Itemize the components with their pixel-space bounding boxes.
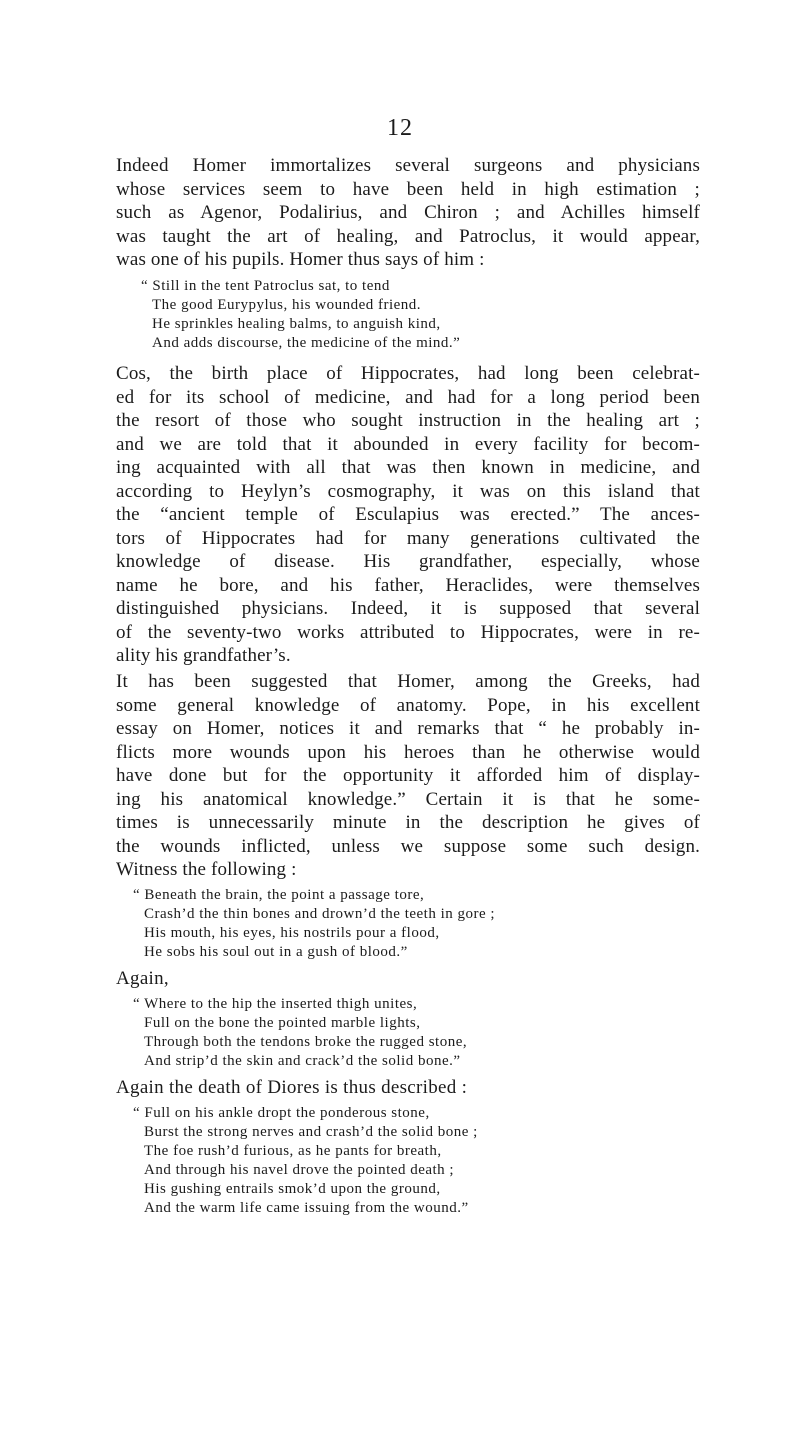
text-line: some general knowledge of anatomy. Pope, in his excellent	[116, 694, 700, 716]
text-line: ing acquainted with all that was then known in medicine, and	[116, 457, 700, 478]
verse-line: “ Where to the hip the inserted thigh unites,	[133, 996, 418, 1012]
verse-line: And through his navel drove the pointed death ;	[144, 1162, 455, 1178]
text-line: ed for its school of medicine, and had for a long period been	[116, 386, 700, 408]
again-label: Again,	[116, 968, 169, 989]
verse-beneath-brain	[133, 886, 495, 962]
verse-line: The foe rush’d furious, as he pants for breath,	[144, 1143, 442, 1159]
text-line: and we are told that it abounded in every facility for becom-	[116, 433, 700, 455]
verse-line: The good Eurypylus, his wounded friend.	[152, 297, 422, 313]
text-line: ing his anatomical knowledge.” Certain it is that he some-	[116, 788, 700, 810]
verse-line: And the warm life came issuing from the wound.”	[144, 1200, 469, 1216]
text-line: tors of Hippocrates had for many generations cultivated the	[116, 527, 700, 549]
verse-line: Burst the strong nerves and crash’d the solid bone ;	[144, 1124, 478, 1140]
verse-line: Crash’d the thin bones and drown’d the teeth in gore ;	[144, 906, 496, 922]
text-line: have done but for the opportunity it afforded him of display-	[116, 765, 700, 786]
paragraph-homer-surgeons	[116, 154, 700, 272]
text-line: Cos, the birth place of Hippocrates, had long been celebrat-	[116, 363, 700, 384]
diores-intro: Again the death of Diores is thus described :	[116, 1077, 468, 1098]
text-line: according to Heylyn’s cosmography, it was on this island that	[116, 480, 700, 502]
text-line: the “ancient temple of Esculapius was erected.” The ances-	[116, 504, 700, 525]
verse-line: Full on the bone the pointed marble lights,	[144, 1015, 421, 1031]
verse-patroclus	[141, 277, 460, 353]
paragraph-anatomy	[116, 670, 700, 882]
text-line: flicts more wounds upon his heroes than he otherwise would	[116, 741, 700, 763]
text-line: was taught the art of healing, and Patroclus, it would appear,	[116, 225, 700, 247]
text-line: essay on Homer, notices it and remarks that “ he probably in-	[116, 718, 700, 739]
verse-line: “ Full on his ankle dropt the ponderous stone,	[133, 1105, 430, 1121]
verse-line: He sprinkles healing balms, to anguish kind,	[152, 316, 441, 332]
verse-line: “ Beneath the brain, the point a passage tore,	[133, 887, 425, 903]
text-line: the wounds inflicted, unless we suppose some such design.	[116, 835, 700, 857]
text-line: such as Agenor, Podalirius, and Chiron ; and Achilles himself	[116, 202, 700, 223]
page-number: 12	[387, 115, 413, 141]
text-line: name he bore, and his father, Heraclides, were themselves	[116, 574, 700, 596]
text-line: was one of his pupils. Homer thus says of him :	[116, 249, 485, 270]
verse-hip-thigh	[133, 995, 467, 1071]
verse-line: And strip’d the skin and crack’d the solid bone.”	[144, 1053, 461, 1069]
text-line: distinguished physicians. Indeed, it is supposed that several	[116, 598, 700, 619]
verse-line: His gushing entrails smok’d upon the ground,	[144, 1181, 441, 1197]
verse-line: And adds discourse, the medicine of the mind.”	[152, 335, 461, 351]
verse-line: His mouth, his eyes, his nostrils pour a flood,	[144, 925, 440, 941]
paragraph-cos	[116, 362, 700, 668]
text-line: the resort of those who sought instruction in the healing art ;	[116, 410, 700, 431]
verse-diores	[133, 1104, 478, 1218]
text-line: knowledge of disease. His grandfather, especially, whose	[116, 551, 700, 572]
text-line: Indeed Homer immortalizes several surgeons and physicians	[116, 155, 700, 176]
verse-line: He sobs his soul out in a gush of blood.”	[144, 944, 408, 960]
text-line: It has been suggested that Homer, among the Greeks, had	[116, 671, 700, 692]
text-line: of the seventy-two works attributed to Hippocrates, were in re-	[116, 621, 700, 643]
verse-line: “ Still in the tent Patroclus sat, to tend	[141, 278, 390, 294]
text-line: times is unnecessarily minute in the description he gives of	[116, 812, 700, 833]
text-line: Witness the following :	[116, 859, 297, 880]
text-line: ality his grandfather’s.	[116, 645, 291, 666]
text-line: whose services seem to have been held in high estimation ;	[116, 178, 700, 200]
verse-line: Through both the tendons broke the rugged stone,	[144, 1034, 468, 1050]
